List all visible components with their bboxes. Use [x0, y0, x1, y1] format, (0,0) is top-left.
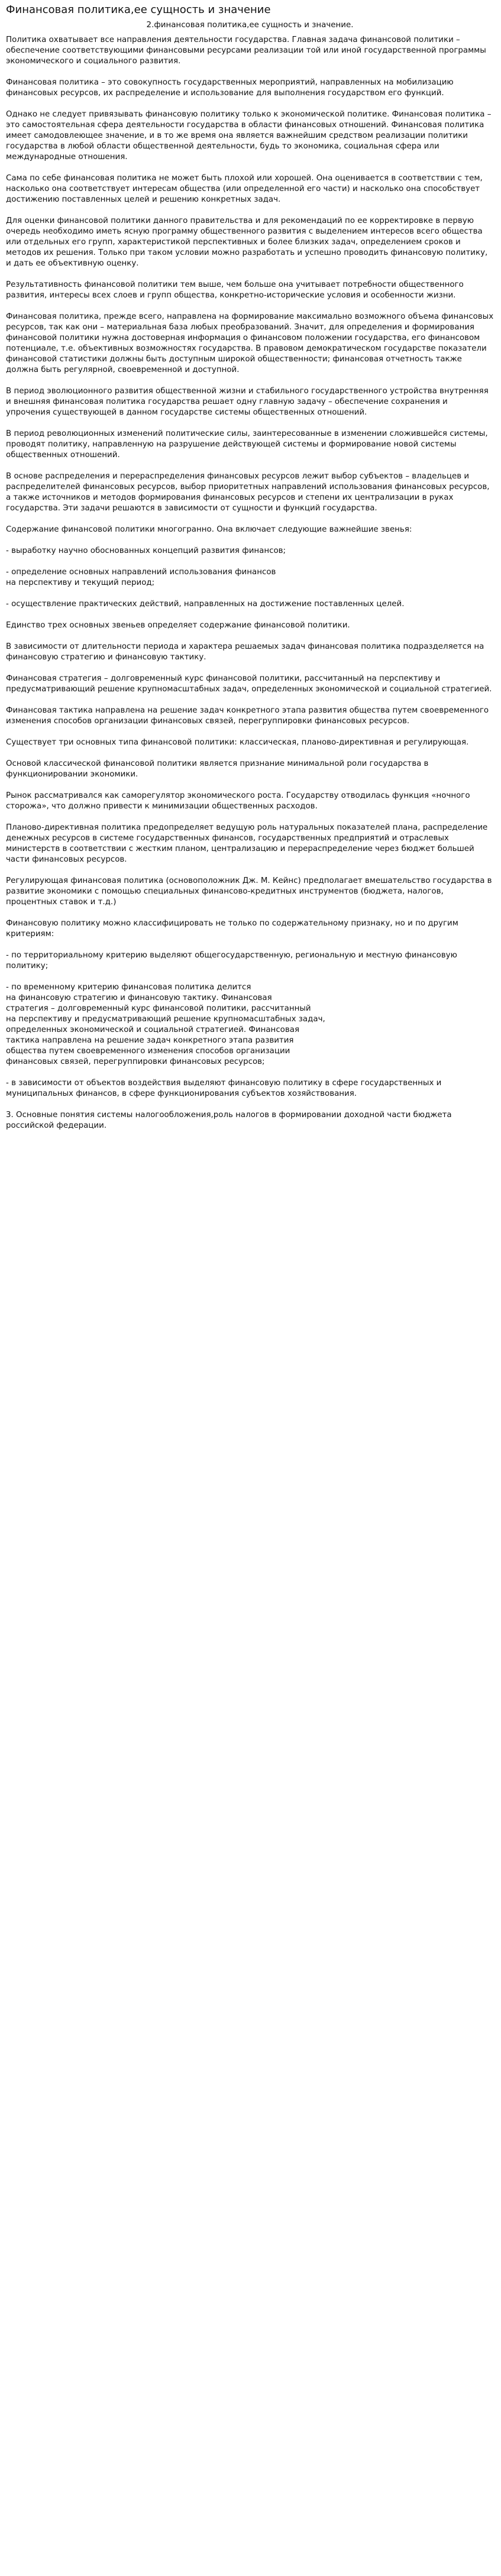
- paragraph: Для оценки финансовой политики данного правительства и для рекомендаций по ее корректировке в первую очередь необходимо иметь ясную программу общественного развития с выделением интересов всего общества или отдельных его групп, характеристикой перспективных и более близких задач, определением сроков и методов их решения. Только при таком условии можно разработать и успешно проводить финансовую политику, и дать ее объективную оценку.: [6, 216, 488, 268]
- list-item: - определение основных направлений использования финансов на перспективу и текущий период;: [6, 568, 276, 587]
- paragraph: Основой классической финансовой политики является признание минимальной роли государства в функционировании экономики.: [6, 759, 429, 779]
- list-item: - выработку научно обоснованных концепций развития финансов;: [6, 546, 286, 555]
- paragraph: Результативность финансовой политики тем выше, чем больше она учитывает потребности общественного развития, интересы всех слоев и групп общества, конкретно-исторические условия и особенности жизни.: [6, 280, 464, 300]
- list-item: - осуществление практических действий, направленных на достижение поставленных целей.: [6, 600, 405, 609]
- list-item: - по территориальному критерию выделяют общегосударственную, региональную и местную финансовую политику;: [6, 951, 457, 970]
- paragraph: В зависимости от длительности периода и характера решаемых задач финансовая политика подразделяется на финансовую стратегию и финансовую тактику.: [6, 642, 484, 662]
- paragraph: В основе распределения и перераспределения финансовых ресурсов лежит выбор субъектов – владельцев и распределителей финансовых ресурсов, выбор приоритетных направлений использования финансовых ресурсов, а также источников и методов формирования финансовых ресурсов и степени их централизации в руках государства. Эти задачи решаются в зависимости от сущности и функций государства.: [6, 472, 490, 513]
- paragraph: Регулирующая финансовая политика (основоположник Дж. М. Кейнс) предполагает вмешательство государства в развитие экономики с помощью специальных финансово-кредитных инструментов (бюджета, налогов, процентных ставок и т.д.): [6, 876, 492, 907]
- section-heading: 2.финансовая политика,ее сущность и значение.: [146, 21, 354, 30]
- paragraph: Содержание финансовой политики многогранно. Она включает следующие важнейшие звенья:: [6, 525, 412, 534]
- paragraph: Планово-директивная политика предопределяет ведущую роль натуральных показателей плана, распределение денежных ресурсов в системе государственных финансов, государственных предприятий и отраслевых министерств в соответствии с жестким планом, централизацию и перераспределение через бюджет большей части финансовых ресурсов.: [6, 823, 488, 864]
- paragraph: Сама по себе финансовая политика не может быть плохой или хорошей. Она оценивается в соответствии с тем, насколько она соответствует интересам общества (или определенной его части) и насколько она способствует достижению поставленных целей и решению конкретных задач.: [6, 174, 483, 204]
- paragraph: Финансовую политику можно классифицировать не только по содержательному признаку, но и по другим критериям:: [6, 919, 458, 939]
- document-title: Финансовая политика,ее сущность и значение: [6, 4, 271, 16]
- paragraph: В период революционных изменений политические силы, заинтересованные в изменении сложившейся системы, проводят политику, направленную на разрушение действующей системы и формирование новой системы общественных отношений.: [6, 429, 488, 459]
- document-body: [6, 35, 494, 1131]
- section-heading-next: 3. Основные понятия системы налогообложения,роль налогов в формировании доходной части бюджета российской федерации.: [6, 1111, 452, 1130]
- list-item: - в зависимости от объектов воздействия выделяют финансовую политику в сфере государственных и муниципальных финансов, в сфере функционирования субъектов хозяйствования.: [6, 1079, 442, 1098]
- paragraph: Политика охватывает все направления деятельности государства. Главная задача финансовой политики – обеспечение соответствующими финансовыми ресурсами реализации той или иной государственной программы экономического и социального развития.: [6, 35, 486, 66]
- paragraph: В период эволюционного развития общественной жизни и стабильного государственного устройства внутренняя и внешняя финансовая политика государства решает одну главную задачу – обеспечение сохранения и упрочения существующей в данном государстве системы общественных отношений.: [6, 387, 489, 417]
- paragraph: Финансовая тактика направлена на решение задач конкретного этапа развития общества путем своевременного изменения способов организации финансовых связей, перегруппировки финансовых ресурсов.: [6, 706, 489, 726]
- paragraph: Рынок рассматривался как саморегулятор экономического роста. Государству отводилась функция «ночного сторожа», что должно привести к минимизации общественных расходов.: [6, 791, 470, 811]
- list-item: - по временному критерию финансовая политика делится на финансовую стратегию и финансовую тактику. Финансовая стратегия – долговременный курс финансовой политики, рассчитанный на перспективу и предусматривающий решение крупномасштабных задач, определенных экономической и социальной стратегией. Финансовая тактика направлена на решение задач конкретного этапа развития общества путем своевременного изменения способов организации финансовых связей, перегруппировки финансовых ресурсов;: [6, 983, 325, 1066]
- paragraph: Единство трех основных звеньев определяет содержание финансовой политики.: [6, 621, 350, 630]
- paragraph: Существует три основных типа финансовой политики: классическая, планово-директивная и регулирующая.: [6, 738, 469, 747]
- paragraph: Финансовая политика, прежде всего, направлена на формирование максимально возможного объема финансовых ресурсов, так как они – материальная база любых преобразований. Значит, для определения и формирования финансовой политики нужна достоверная информация о финансовом положении государства, его финансовом потенциале, т.е. объективных возможностях государства. В правовом демократическом государстве показатели финансовой статистики должны быть доступным широкой общественности; финансовая отчетность также должна быть регулярной, своевременной и доступной.: [6, 312, 494, 374]
- paragraph: Финансовая стратегия – долговременный курс финансовой политики, рассчитанный на перспективу и предусматривающий решение крупномасштабных задач, определенных экономической и социальной стратегией.: [6, 674, 492, 694]
- paragraph: Финансовая политика – это совокупность государственных мероприятий, направленных на мобилизацию финансовых ресурсов, их распределение и использование для выполнения государством его функций.: [6, 78, 454, 98]
- paragraph: Однако не следует привязывать финансовую политику только к экономической политике. Финансовая политика – это самостоятельная сфера деятельности государства в области финансовых отношений. Финансовая политика имеет самодовлеющее значение, и в то же время она является важнейшим средством реализации политики государства в любой области общественной деятельности, будь то экономика, социальная сфера или международные отношения.: [6, 110, 492, 161]
